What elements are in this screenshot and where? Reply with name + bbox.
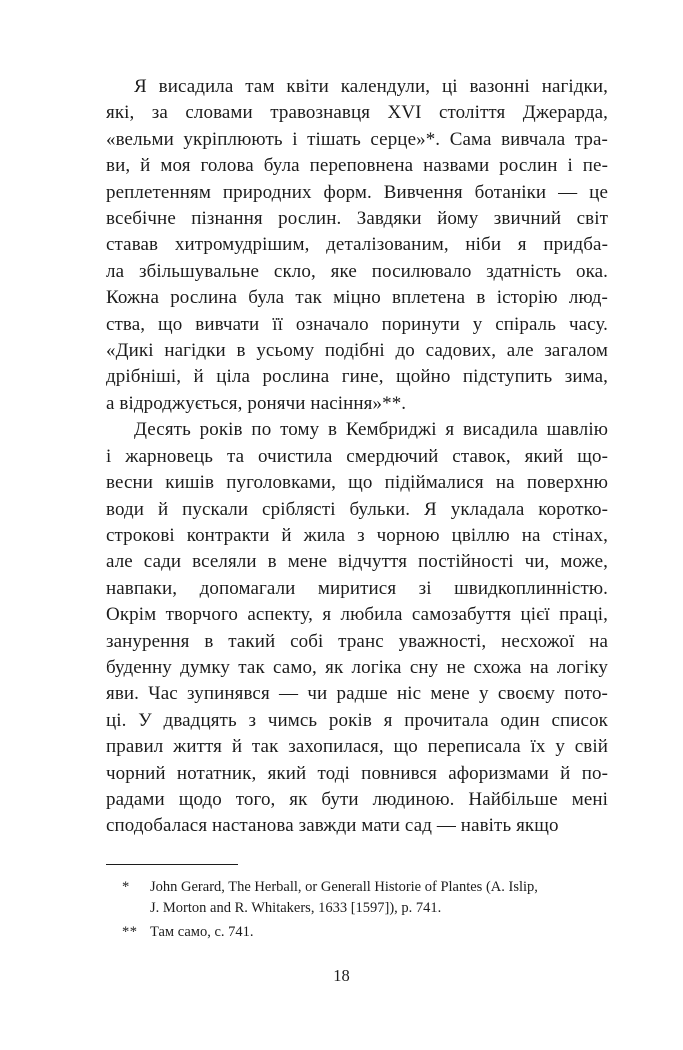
text-line: чорний нотатник, який тоді повнився афоризмами й по-: [106, 762, 608, 784]
text-line: і жарновець та очистила смердючий ставок, який що-: [106, 445, 608, 467]
text-line: Десять років по тому в Кембриджі я висадила шавлію: [134, 419, 608, 441]
text-line: яви. Час зупинявся — чи радше ніс мене у своєму пото-: [106, 683, 608, 705]
text-line: ці. У двадцять з чимсь років я прочитала один список: [106, 709, 608, 731]
text-line: ставав хитромудрішим, деталізованим, ніби я придба-: [106, 234, 608, 256]
text-line: занурення в такий собі транс уважності, несхожої на: [106, 630, 608, 652]
footnote-area: [106, 864, 608, 944]
footnote-text: [150, 922, 608, 944]
footnote-line: J. Morton and R. Whitakers, 1633 [1597]), p. 741.: [150, 900, 442, 917]
page-number: 18: [333, 966, 350, 985]
footnote-line: Там само, с. 741.: [150, 923, 254, 940]
text-line: ства, що вивчати її означало поринути у спіраль часу.: [106, 313, 608, 335]
text-line: правил життя й так захопилася, що переписала їх у свій: [106, 736, 608, 758]
text-line: радами щодо того, як бути людиною. Найбільше мені: [106, 788, 608, 810]
footnote-item: [106, 877, 608, 920]
text-line: води й пускали сріблясті бульки. Я укладала коротко-: [106, 498, 608, 520]
text-line: які, за словами травознавця XVI століття Джерарда,: [106, 102, 608, 124]
text-line: сподобалася настанова завжди мати сад — навіть якщо: [106, 815, 559, 837]
text-line: дрібніші, й ціла рослина гине, щойно підступить зима,: [106, 366, 608, 388]
footnote-marker: **: [122, 923, 138, 940]
footnote-line: John Gerard, The Herball, or Generall Historie of Plantes (A. Islip,: [150, 878, 538, 895]
footnote-item: [106, 922, 608, 944]
paragraph: [106, 417, 608, 840]
text-line: реплетенням природних форм. Вивчення ботаніки — це: [106, 181, 608, 203]
text-line: ла збільшувальне скло, яке посилювало здатність ока.: [106, 260, 608, 282]
text-line: Кожна рослина була так міцно вплетена в історію люд-: [106, 287, 608, 309]
text-line: строкові контракти й жила з чорною цвіллю на стінах,: [106, 524, 608, 546]
text-block: [106, 74, 608, 945]
text-line: навпаки, допомагали миритися зі швидкоплинністю.: [106, 577, 608, 599]
text-line: «Дикі нагідки в усьому подібні до садових, але загалом: [106, 340, 608, 362]
text-line: всебічне пізнання рослин. Завдяки йому звичний світ: [106, 208, 608, 230]
text-line: весни кишів пуголовками, що підіймалися на поверхню: [106, 472, 608, 494]
footnote-text: [150, 877, 608, 920]
text-line: «вельми укріплюють і тішать серце»*. Сама вивчала тра-: [106, 128, 608, 150]
paragraph: [106, 74, 608, 417]
text-line: але сади вселяли в мене відчуття постійності чи, може,: [106, 551, 608, 573]
text-line: ви, й моя голова була переповнена назвами рослин і пе-: [106, 155, 608, 177]
footnote-divider: [106, 864, 238, 865]
text-line: Окрім творчого аспекту, я любила самозабуття цієї праці,: [106, 604, 608, 626]
footnotes: [106, 877, 608, 944]
footnote-marker: *: [122, 878, 130, 895]
text-line: Я висадила там квіти календули, ці вазонні нагідки,: [134, 76, 608, 97]
text-line: буденну думку так само, як логіка сну не схожа на логіку: [106, 656, 608, 678]
text-line: а відроджується, ронячи насіння»**.: [106, 392, 407, 414]
paragraphs: [106, 74, 608, 840]
